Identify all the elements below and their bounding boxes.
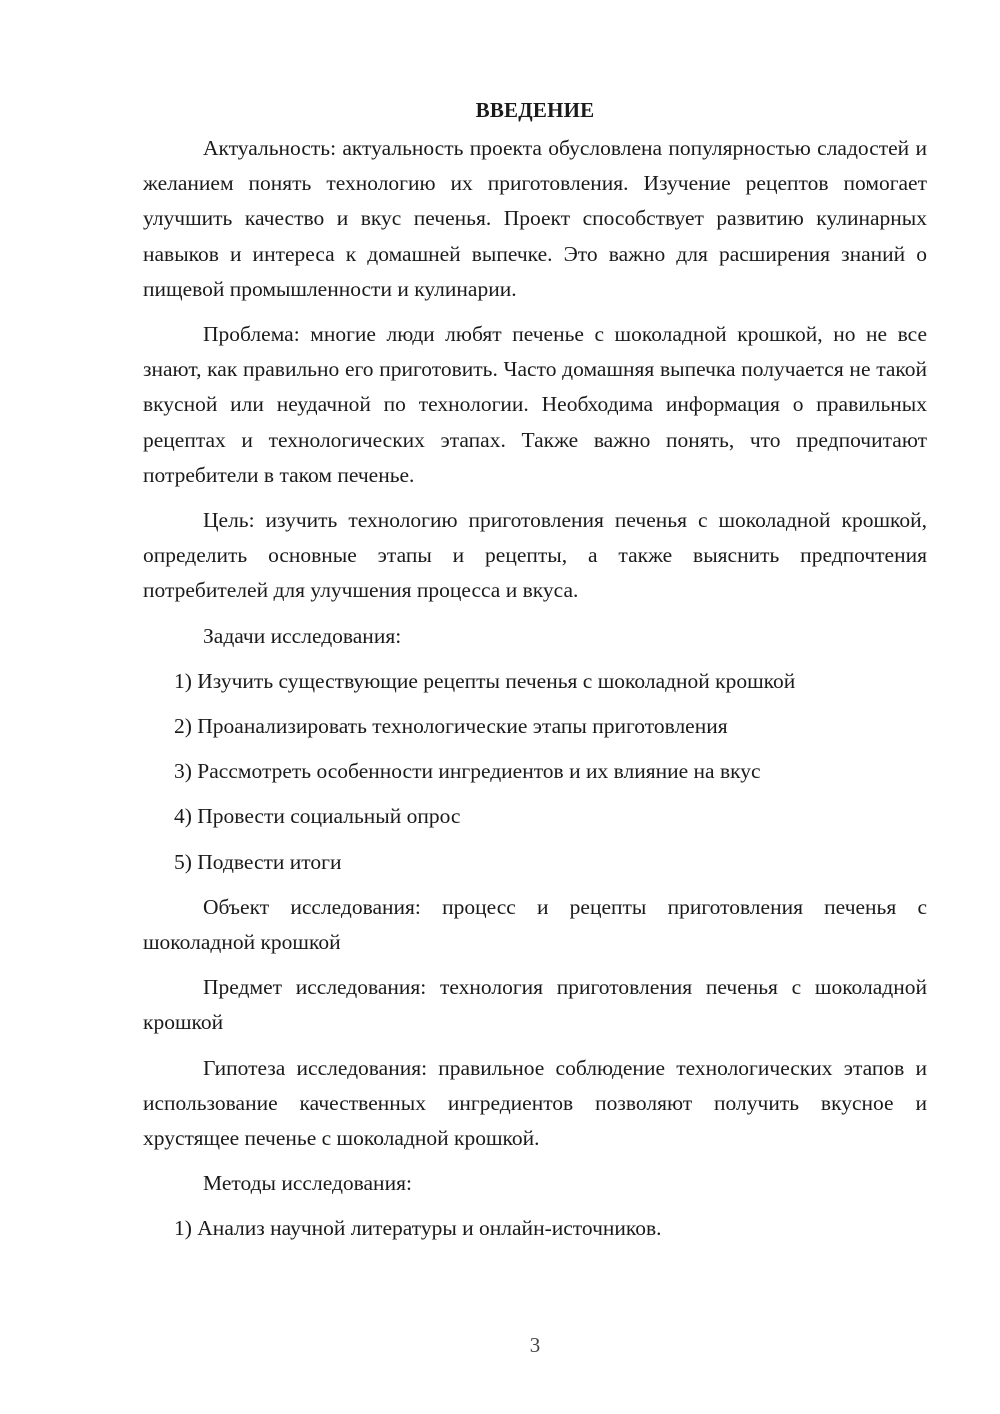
list-item-task-1: 1) Изучить существующие рецепты печенья с шоколадной крошкой — [174, 668, 796, 693]
paragraph-problem: Проблема: многие люди любят печенье с шоколадной крошкой, но не все знают, как правильно его приготовить. Часто домашняя выпечка получается не такой вкусной или неудачной по технологии. Необходима информация о правильных рецептах и технологических этапах. Также важно понять, что предпочитают потребители в таком печенье. — [143, 322, 927, 487]
section-title: ВВЕДЕНИЕ — [475, 98, 595, 122]
list-item-task-5: 5) Подвести итоги — [174, 849, 342, 874]
list-item-task-3: 3) Рассмотреть особенности ингредиентов и их влияние на вкус — [174, 759, 761, 784]
methods-heading: Методы исследования: — [203, 1171, 412, 1196]
methods-list — [143, 1211, 927, 1246]
paragraph-object: Объект исследования: процесс и рецепты приготовления печенья с шоколадной крошкой — [143, 894, 927, 955]
document-page — [143, 93, 927, 1257]
paragraph-hypothesis: Гипотеза исследования: правильное соблюдение технологических этапов и использование качественных ингредиентов позволяют получить вкусное и хрустящее печенье с шоколадной крошкой. — [143, 1055, 927, 1151]
tasks-heading: Задачи исследования: — [203, 623, 402, 648]
list-item-task-2: 2) Проанализировать технологические этапы приготовления — [174, 714, 728, 739]
paragraph-relevance: Актуальность: актуальность проекта обусловлена популярностью сладостей и желанием понять технологию их приготовления. Изучение рецептов помогает улучшить качество и вкус печенья. Проект способствует развитию кулинарных навыков и интереса к домашней выпечке. Это важно для расширения знаний о пищевой промышленности и кулинарии. — [143, 136, 927, 301]
list-item-method-1: 1) Анализ научной литературы и онлайн-источников. — [174, 1216, 662, 1241]
page-number: 3 — [529, 1333, 541, 1357]
paragraph-subject: Предмет исследования: технология приготовления печенья с шоколадной крошкой — [143, 975, 927, 1035]
list-item-task-4: 4) Провести социальный опрос — [174, 804, 461, 829]
paragraph-goal: Цель: изучить технологию приготовления печенья с шоколадной крошкой, определить основные этапы и рецепты, а также выяснить предпочтения потребителей для улучшения процесса и вкуса. — [143, 508, 927, 603]
tasks-list — [143, 664, 927, 880]
